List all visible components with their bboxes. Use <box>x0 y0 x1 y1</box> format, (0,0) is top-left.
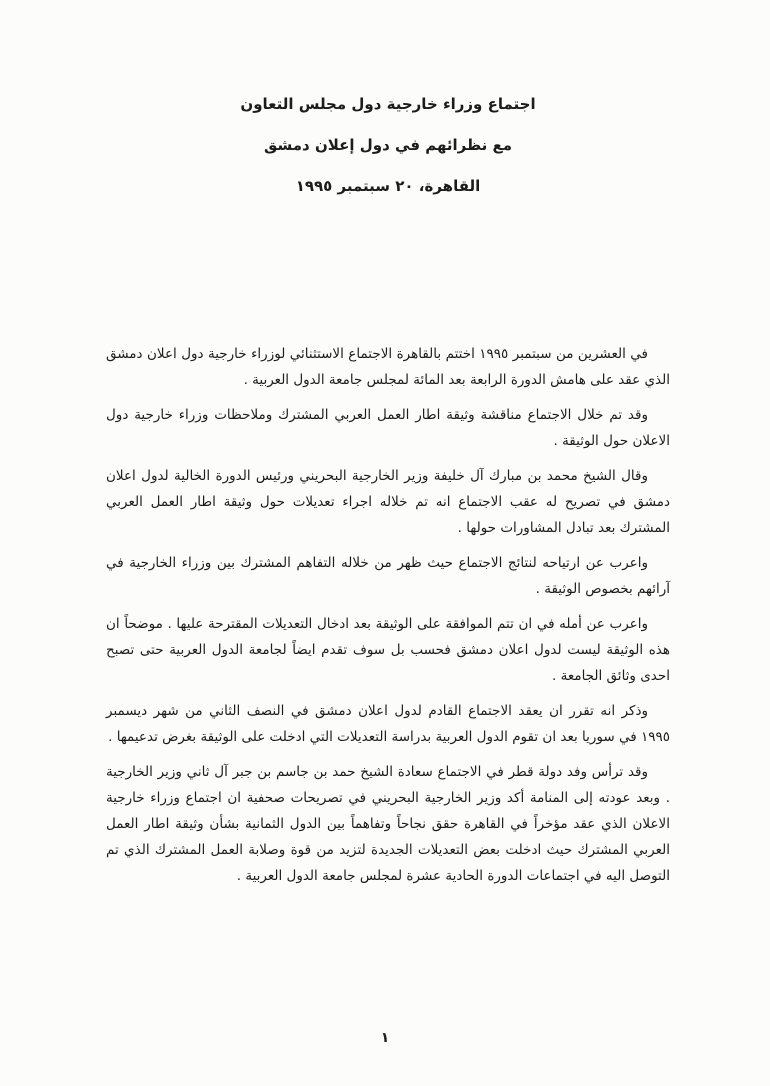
paragraph-1: في العشرين من سبتمبر ١٩٩٥ اختتم بالقاهرة الاجتماع الاستثنائي لوزراء خارجية دول اعلان دمشق الذي عقد على هامش الدورة الرابعة بعد المائة لمجلس جامعة الدول العربية . <box>106 346 670 388</box>
title-line-2: مع نظرائهم في دول إعلان دمشق <box>263 136 513 154</box>
paragraph-6: وذكر انه تقرر ان يعقد الاجتماع القادم لدول اعلان دمشق في النصف الثاني من شهر ديسمبر ١٩٩٥ في سوريا بعد ان تقوم الدول العربية بدراسة التعديلات التي ادخلت على الوثيقة بغرض تدعيمها . <box>106 703 670 745</box>
paragraph-4: واعرب عن ارتياحه لنتائج الاجتماع حيث ظهر من خلاله التفاهم المشترك بين وزراء الخارجية في آرائهم بخصوص الوثيقة . <box>106 555 670 597</box>
paragraph-3: وقال الشيخ محمد بن مبارك آل خليفة وزير الخارجية البحريني ورئيس الدورة الخالية لدول اعلان دمشق في تصريح له عقب الاجتماع انه تم خلاله اجراء تعديلات حول وثيقة اطار العمل العربي المشترك بعد تبادل المشاورات حولها . <box>106 468 670 536</box>
document-title <box>106 84 670 207</box>
title-line-3: القاهرة، ٢٠ سبتمبر ١٩٩٥ <box>295 177 481 195</box>
paragraph-2: وقد تم خلال الاجتماع مناقشة وثيقة اطار العمل العربي المشترك وملاحظات وزراء خارجية دول الاعلان حول الوثيقة . <box>106 407 670 449</box>
title-line-1: اجتماع وزراء خارجية دول مجلس التعاون <box>240 95 536 113</box>
paragraph-7: وقد ترأس وفد دولة قطر في الاجتماع سعادة الشيخ حمد بن جاسم بن جبر آل ثاني وزير الخارجية . وبعد عودته إلى المنامة أكد وزير الخارجية البحريني في تصريحات صحفية ان اجتماع وزراء خارجية الاعلان الذي عقد مؤخراً في القاهرة حقق نجاحاً وتفاهماً بين الدول الثمانية بشأن وثيقة اطار العمل العربي المشترك حيث ادخلت بعض التعديلات الجديدة لتزيد من قوة وصلابة العمل المشترك الذي تم التوصل اليه في اجتماعات الدورة الحادية عشرة لمجلس جامعة الدول العربية . <box>106 764 670 884</box>
document-body <box>106 341 670 889</box>
paragraph-5: واعرب عن أمله في ان تتم الموافقة على الوثيقة بعد ادخال التعديلات المقترحة عليها . موضحاً ان هذه الوثيقة ليست لدول اعلان دمشق فحسب بل سوف تقدم ايضاً لجامعة الدول العربية حتى تصبح احدى وثائق الجامعة . <box>106 616 670 684</box>
page-number: ١ <box>380 1030 390 1046</box>
